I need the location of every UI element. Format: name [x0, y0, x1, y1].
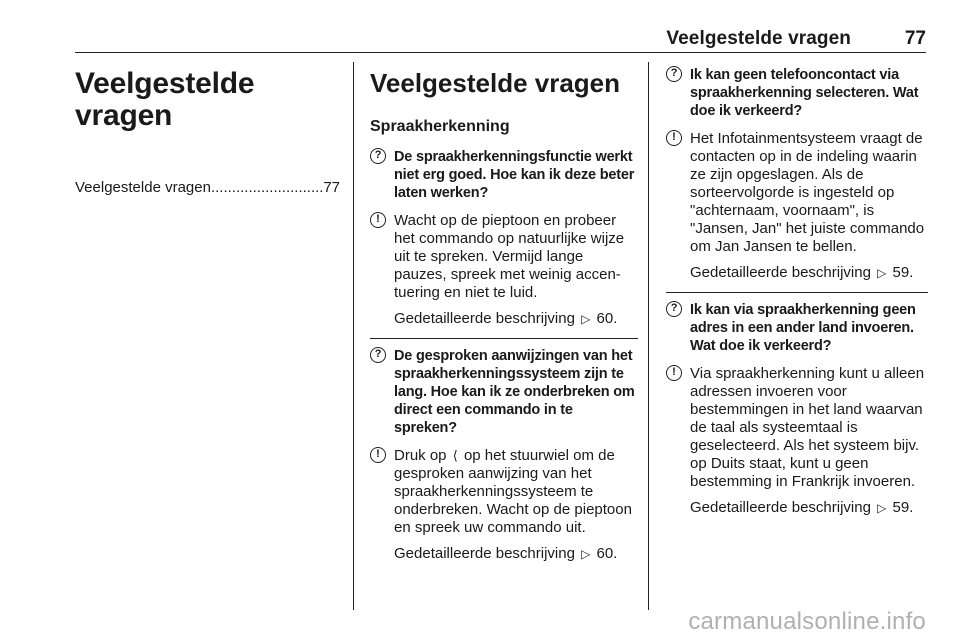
page-reference-arrow-icon: ▷ [877, 501, 887, 515]
detail-reference [370, 545, 638, 563]
detail-page[interactable]: 60. [596, 310, 618, 327]
left-column [75, 60, 340, 198]
question [370, 148, 638, 202]
detail-reference [666, 264, 928, 282]
right-column [666, 60, 928, 527]
answer-text-end: op het stuurwiel om de gesproken aanwijzing van het spraakherkenningssysteem te onderbreken. Wacht op de pieptoon en spreek uw commando uit. [394, 447, 632, 536]
answer-text: Via spraakherkenning kunt u alleen adressen invoeren voor bestemmingen in het land waarvan de taal als systeemtaal is geselecteerd. Als het systeem bijv. op Duits staat, kunt u geen bestemming in Frankrijk invoeren. [690, 365, 925, 490]
toc-dots [211, 178, 323, 198]
exclamation-icon: ! [666, 365, 682, 381]
answer-text-start: Druk op [394, 447, 447, 464]
exclamation-icon: ! [370, 212, 386, 228]
detail-label: Gedetailleerde beschrijving [690, 264, 871, 281]
item-divider [666, 292, 928, 293]
detail-label: Gedetailleerde beschrijving [690, 499, 871, 516]
question-text: De gesproken aanwijzingen van het spraakherkenningssysteem zijn te lang. Hoe kan ik ze onderbreken om direct een commando in te spreken? [394, 348, 635, 436]
answer-text: Het Infotainmentsysteem vraagt de contacten op in de indeling waarin ze zijn opgeslagen. Als de sorteervolgorde is ingesteld op "achternaam, voornaam", is "Jansen, Jan" het juiste commando om Jan Jansen te bellen. [690, 130, 925, 255]
detail-page[interactable]: 60. [596, 545, 618, 562]
header-title: Veelgestelde vragen [666, 28, 851, 49]
column-divider-2 [648, 62, 649, 610]
section-heading: Veelgestelde vragen [370, 68, 621, 98]
page-reference-arrow-icon: ▷ [581, 312, 591, 326]
answer [666, 130, 928, 256]
question-icon: ? [666, 66, 682, 82]
question-text: Ik kan geen telefooncontact via spraakherkenning selecteren. Wat doe ik verkeerd? [690, 67, 919, 119]
middle-column [370, 60, 638, 573]
question-text: De spraakherkenningsfunctie werkt niet erg goed. Hoe kan ik deze beter laten werken? [394, 149, 635, 201]
toc-entry[interactable] [75, 178, 340, 198]
answer [666, 365, 928, 491]
question-text: Ik kan via spraakherkenning geen adres in een ander land invoeren. Wat doe ik verkeerd? [690, 302, 916, 354]
header-divider [75, 52, 926, 53]
detail-reference [666, 499, 928, 517]
toc-entry-page: 77 [323, 179, 340, 196]
page-reference-arrow-icon: ▷ [877, 266, 887, 280]
answer-text: Wacht op de pieptoon en probeer het commando op natuurlijke wijze uit te spreken. Vermijd lange pauzes, spreek met weinig accentuering en niet te luid. [394, 212, 625, 301]
answer [370, 212, 638, 302]
subheading: Spraakherkenning [370, 118, 510, 135]
question-icon: ? [370, 347, 386, 363]
detail-reference [370, 310, 638, 328]
page-number: 77 [904, 28, 926, 49]
section-title: Veelgestelde vragen [75, 67, 255, 132]
question [666, 301, 928, 355]
question-icon: ? [666, 301, 682, 317]
question [370, 347, 638, 437]
exclamation-icon: ! [370, 447, 386, 463]
detail-label: Gedetailleerde beschrijving [394, 545, 575, 562]
item-divider [370, 338, 638, 339]
exclamation-icon: ! [666, 130, 682, 146]
detail-page[interactable]: 59. [892, 499, 914, 516]
toc-entry-label: Veelgestelde vragen [75, 179, 211, 196]
page-header [75, 28, 926, 52]
column-divider-1 [353, 62, 354, 610]
detail-page[interactable]: 59. [892, 264, 914, 281]
answer [370, 447, 638, 537]
watermark: carmanualsonline.info [688, 608, 926, 635]
question [666, 66, 928, 120]
voice-control-icon: ⟨ [452, 448, 458, 463]
detail-label: Gedetailleerde beschrijving [394, 310, 575, 327]
page-reference-arrow-icon: ▷ [581, 547, 591, 561]
question-icon: ? [370, 148, 386, 164]
